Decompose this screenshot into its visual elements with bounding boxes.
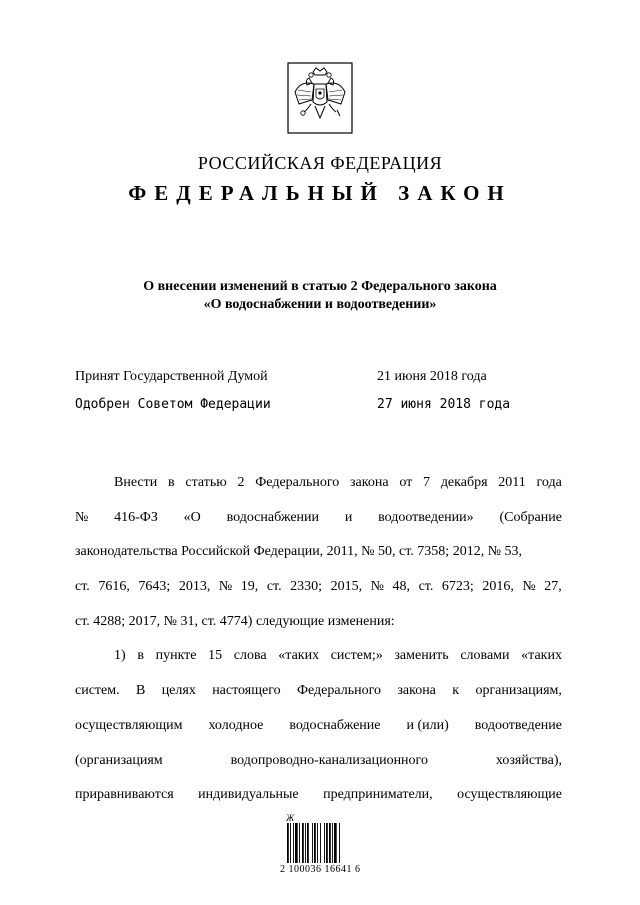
body-word: 7616, <box>98 579 130 595</box>
barcode-bar <box>295 823 298 863</box>
body-word: 7643; <box>138 579 171 595</box>
barcode-bar <box>290 823 291 863</box>
coat-of-arms-emblem <box>287 62 353 134</box>
barcode-bar <box>329 823 331 863</box>
body-word: № <box>522 579 536 595</box>
barcode-number: 2 100036 16641 6 <box>280 864 361 875</box>
body-word: систем;» <box>330 648 383 664</box>
body-line <box>75 709 562 744</box>
body-word: 27, <box>544 579 562 595</box>
barcode-bar <box>326 823 328 863</box>
body-word: холодное <box>208 717 264 733</box>
barcode-bar <box>287 823 289 863</box>
body-word: Федерального <box>255 475 340 490</box>
barcode-bar <box>339 823 340 863</box>
body-word: года <box>536 475 562 490</box>
body-word: ст. 4288; 2017, № 31, ст. 4774) следующие изменения: <box>75 613 395 629</box>
body-word: заменить <box>394 648 449 664</box>
body-word: 19, <box>240 579 259 595</box>
subject-line-2: «О водоснабжении и водоотведении» <box>203 297 437 312</box>
body-word: ст. <box>266 579 282 595</box>
body-word: законодательства Российской Федерации, 2011, № 50, ст. 7358; 2012, № 53, <box>75 544 523 560</box>
body-word: Федерального <box>296 683 381 699</box>
body-line <box>75 674 562 709</box>
body-word: закона <box>397 683 436 699</box>
body-word: от <box>399 475 413 490</box>
body-word: № <box>370 579 384 595</box>
barcode-bar <box>324 823 325 863</box>
body-word: 7 <box>423 475 431 490</box>
body-word: 15 <box>208 648 223 664</box>
barcode-bar <box>332 823 333 863</box>
body-word: ст. <box>418 579 434 595</box>
barcode-bar <box>312 823 313 863</box>
body-word: и (или) <box>406 717 449 733</box>
subject-line-1: О внесении изменений в статью 2 Федерального закона <box>143 279 497 294</box>
body-word: предприниматели, <box>323 787 433 803</box>
document-type-heading: ФЕДЕРАЛЬНЫЙ ЗАКОН <box>128 181 512 205</box>
barcode-bar <box>293 823 294 863</box>
body-word: 2015, <box>330 579 363 595</box>
body-word: «таких <box>521 648 562 664</box>
barcode-mark: Ж <box>286 813 295 823</box>
barcode <box>286 823 352 863</box>
barcode-bar <box>299 823 300 863</box>
body-word: 6723; <box>441 579 474 595</box>
barcode-bar <box>307 823 309 863</box>
barcode-bar <box>320 823 321 863</box>
body-word: систем. <box>75 683 120 699</box>
body-word: закона <box>350 475 389 490</box>
duma-adoption-label: Принят Государственной Думой <box>75 369 268 384</box>
body-word: в <box>137 648 144 664</box>
law-subject-title <box>0 278 640 314</box>
body-word: 416-ФЗ <box>114 509 158 525</box>
body-word: индивидуальные <box>198 787 299 803</box>
law-body-text <box>75 466 562 813</box>
body-word: (организациям <box>75 752 163 768</box>
body-word: словами <box>460 648 510 664</box>
body-line <box>75 466 562 501</box>
body-word: слова <box>233 648 267 664</box>
body-word: 48, <box>392 579 411 595</box>
body-line <box>75 744 562 779</box>
body-word: осуществляющие <box>457 787 562 803</box>
country-heading: РОССИЙСКАЯ ФЕДЕРАЦИЯ <box>197 153 443 173</box>
body-word: № <box>218 579 233 595</box>
body-word: водоснабжение <box>289 717 381 733</box>
body-word: целях <box>161 683 196 699</box>
body-word: приравниваются <box>75 787 174 803</box>
body-line <box>75 605 562 640</box>
body-line <box>75 501 562 536</box>
body-word: пункте <box>155 648 197 664</box>
body-word: 2330; <box>290 579 323 595</box>
body-word: ст. <box>75 579 90 595</box>
body-word: осуществляющим <box>75 717 183 733</box>
body-word: 2013, <box>178 579 211 595</box>
body-word: хозяйства), <box>495 752 562 768</box>
body-word: Внести <box>114 475 158 490</box>
body-word: (Собрание <box>499 509 562 525</box>
body-word: № <box>75 509 89 525</box>
body-word: «О <box>183 509 201 525</box>
body-word: «таких <box>278 648 320 664</box>
barcode-bar <box>302 823 304 863</box>
body-word: водоотведение <box>474 717 562 733</box>
body-line <box>75 778 562 813</box>
duma-adoption-date: 21 июня 2018 года <box>377 369 487 384</box>
barcode-bar <box>334 823 337 863</box>
body-word: статью <box>185 475 227 490</box>
barcode-bar <box>317 823 318 863</box>
body-word: 2011 <box>498 475 526 490</box>
federation-council-label: Одобрен Советом Федерации <box>75 397 271 412</box>
body-word: декабря <box>440 475 488 490</box>
body-word: в <box>167 475 175 490</box>
body-word: водоснабжении <box>226 509 320 525</box>
body-word: 1) <box>114 648 126 664</box>
body-word: водоотведении» <box>378 509 474 525</box>
body-line <box>75 535 562 570</box>
body-word: водопроводно-канализационного <box>230 752 428 768</box>
body-word: настоящего <box>212 683 281 699</box>
barcode-bar <box>314 823 316 863</box>
body-word: и <box>344 509 353 525</box>
body-line <box>75 639 562 674</box>
body-word: В <box>135 683 146 699</box>
federation-council-date: 27 июня 2018 года <box>377 397 511 412</box>
body-word: организациям, <box>475 683 562 699</box>
body-word: 2 <box>237 475 245 490</box>
body-word: к <box>452 683 460 699</box>
barcode-bar <box>305 823 306 863</box>
body-line <box>75 570 562 605</box>
body-word: 2016, <box>482 579 514 595</box>
